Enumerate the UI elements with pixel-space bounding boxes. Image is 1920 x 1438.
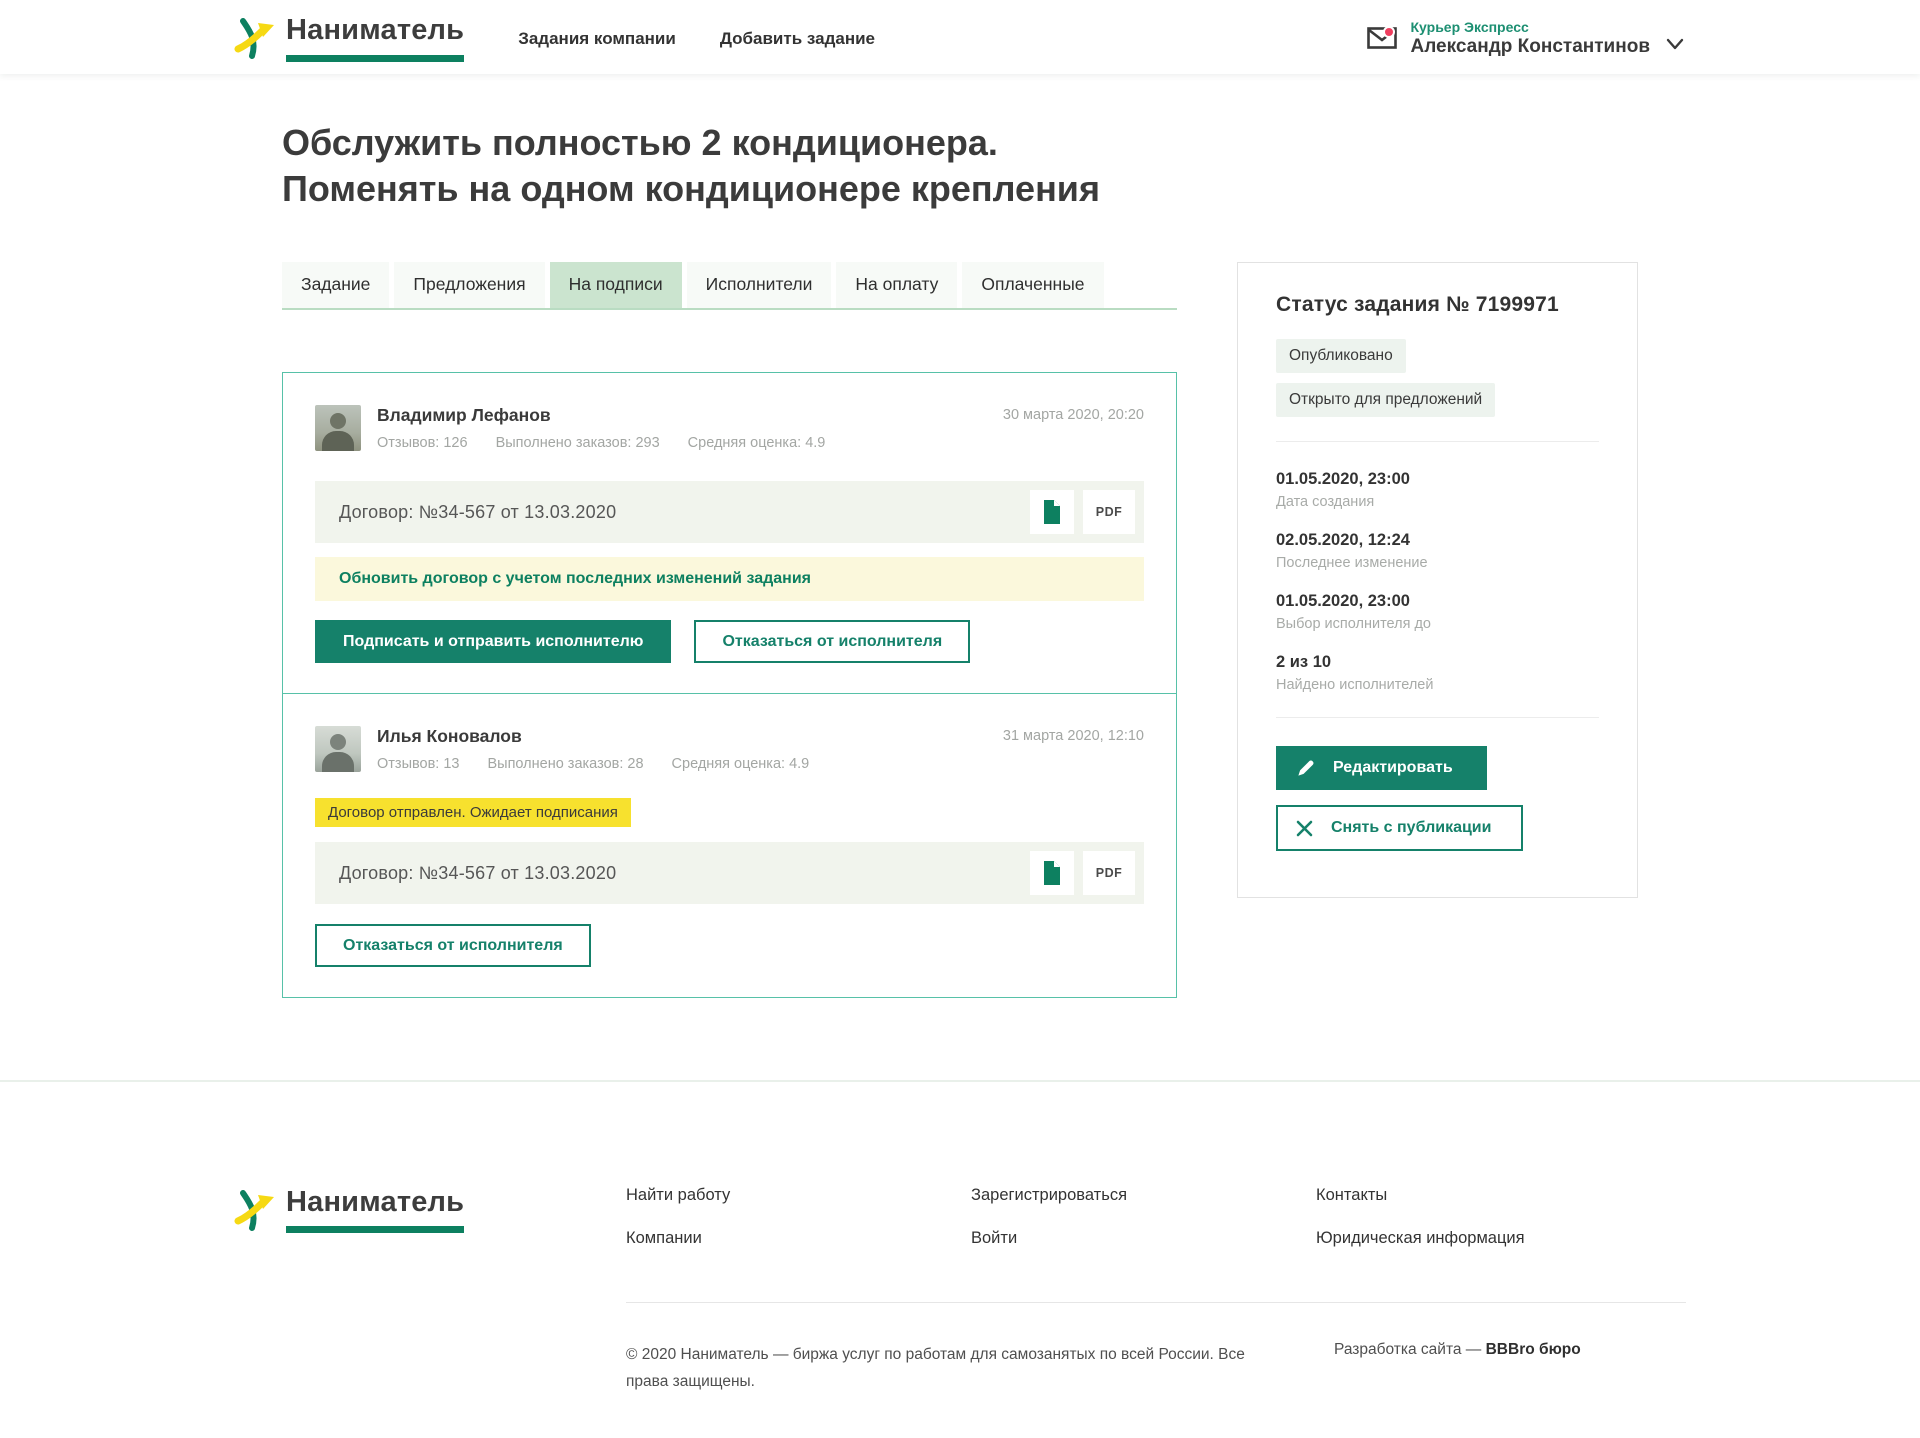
footer-logo-underline [286,1226,464,1233]
contract-pdf-button[interactable]: PDF [1083,851,1135,895]
fact-select-until [1276,592,1599,632]
main-nav [518,29,875,49]
panel-divider [1276,441,1599,442]
contract-sent-badge: Договор отправлен. Ожидает подписания [315,798,631,827]
credits-text [1334,1341,1581,1395]
footer-link-contacts[interactable]: Контакты [1316,1186,1388,1205]
user-name: Александр Константинов [1410,35,1650,57]
fact-label: Выбор исполнителя до [1276,616,1431,633]
footer-logo[interactable] [234,1186,626,1232]
footer-link-find-work[interactable]: Найти работу [626,1186,731,1205]
contractor-reviews: Отзывов: 13 [377,756,460,773]
footer-link-login[interactable]: Войти [971,1229,1018,1248]
proposal-row-1 [283,373,1176,693]
proposals-card [282,372,1177,998]
status-badge-open: Открыто для предложений [1276,383,1495,417]
user-company-label: Курьер Экспресс [1410,18,1529,35]
footer-divider [626,1302,1686,1303]
panel-divider [1276,717,1599,718]
proposal-timestamp: 30 марта 2020, 20:20 [1002,407,1144,424]
fact-label: Дата создания [1276,494,1375,511]
fact-value: 01.05.2020, 23:00 [1276,470,1410,489]
logo-icon [234,16,276,60]
tab-performers[interactable]: Исполнители [687,262,832,308]
page-title-line1: Обслужить полностью 2 кондиционера. [282,122,998,163]
contract-bar [315,842,1144,904]
contract-doc-button[interactable] [1030,490,1074,534]
envelope-icon [1367,26,1397,50]
decline-performer-button[interactable]: Отказаться от исполнителя [315,924,591,967]
contractor-name: Владимир Лефанов [377,405,551,426]
nav-item-company-tasks[interactable]: Задания компании [518,29,676,48]
fact-label: Последнее изменение [1276,555,1428,572]
tab-task[interactable]: Задание [282,262,389,308]
contractor-rating: Средняя оценка: 4.9 [671,756,810,773]
notifications-envelope-icon[interactable] [1367,26,1397,50]
unpublish-label: Снять с публикации [1331,819,1492,837]
logo-underline [286,55,464,62]
logo-text: Наниматель [286,13,465,46]
fact-performers-found [1276,653,1599,693]
edit-task-button[interactable] [1276,746,1487,790]
fact-label: Найдено исполнителей [1276,677,1434,694]
update-contract-notice[interactable]: Обновить договор с учетом последних изменений задания [315,557,1144,601]
fact-modified [1276,531,1599,571]
proposal-row-2 [283,693,1176,997]
nav-item-add-task[interactable]: Добавить задание [719,29,875,48]
contract-pdf-button[interactable]: PDF [1083,490,1135,534]
contractor-reviews: Отзывов: 126 [377,435,468,452]
tab-payment[interactable]: На оплату [836,262,957,308]
footer-links [626,1186,1686,1272]
contractor-rating: Средняя оценка: 4.9 [687,435,826,452]
fact-created [1276,470,1599,510]
credits-prefix: Разработка сайта — [1334,1341,1486,1359]
proposal-timestamp: 31 марта 2020, 12:10 [1002,728,1144,745]
contractor-orders: Выполнено заказов: 28 [487,756,644,773]
page-title [282,120,1182,212]
main-content [282,120,1638,998]
credits-agency: BBBro бюро [1485,1341,1581,1359]
task-status-panel [1237,262,1638,898]
decline-performer-button[interactable]: Отказаться от исполнителя [694,620,970,663]
footer-link-legal[interactable]: Юридическая информация [1316,1229,1525,1248]
unpublish-button[interactable] [1276,805,1523,851]
page-title-line2: Поменять на одном кондиционере крепления [282,168,1100,210]
close-icon [1296,820,1313,837]
document-icon [1042,860,1062,886]
footer-link-register[interactable]: Зарегистрироваться [971,1186,1128,1205]
task-tabs [282,262,1177,310]
contractor-orders: Выполнено заказов: 293 [495,435,660,452]
user-menu[interactable] [1411,19,1651,58]
contract-doc-button[interactable] [1030,851,1074,895]
edit-task-label: Редактировать [1333,759,1453,777]
copyright-text: © 2020 Наниматель — биржа услуг по работам для самозанятых по всей России. Все права защищены. [626,1346,1245,1391]
footer [0,1080,1920,1438]
footer-logo-text: Наниматель [286,1186,465,1219]
contract-bar [315,481,1144,543]
contractor-avatar [315,726,361,772]
status-panel-title: Статус задания № 7199971 [1276,293,1559,317]
contractor-avatar [315,405,361,451]
fact-value: 2 из 10 [1276,653,1332,672]
chevron-down-icon[interactable] [1664,33,1686,55]
pencil-icon [1296,759,1315,778]
fact-value: 02.05.2020, 12:24 [1276,531,1410,550]
footer-logo-icon [234,1188,276,1232]
contract-label: Договор: №34-567 от 13.03.2020 [339,862,617,883]
status-badge-published: Опубликовано [1276,339,1406,373]
fact-value: 01.05.2020, 23:00 [1276,592,1410,611]
contractor-name: Илья Коновалов [377,726,522,747]
header-logo[interactable] [234,14,464,60]
tab-signing[interactable]: На подписи [550,262,682,308]
header [0,0,1920,74]
tab-paid[interactable]: Оплаченные [962,262,1103,308]
contract-label: Договор: №34-567 от 13.03.2020 [339,501,617,522]
footer-link-companies[interactable]: Компании [626,1229,702,1248]
sign-send-button[interactable]: Подписать и отправить исполнителю [315,620,671,663]
tab-proposals[interactable]: Предложения [394,262,544,308]
document-icon [1042,499,1062,525]
